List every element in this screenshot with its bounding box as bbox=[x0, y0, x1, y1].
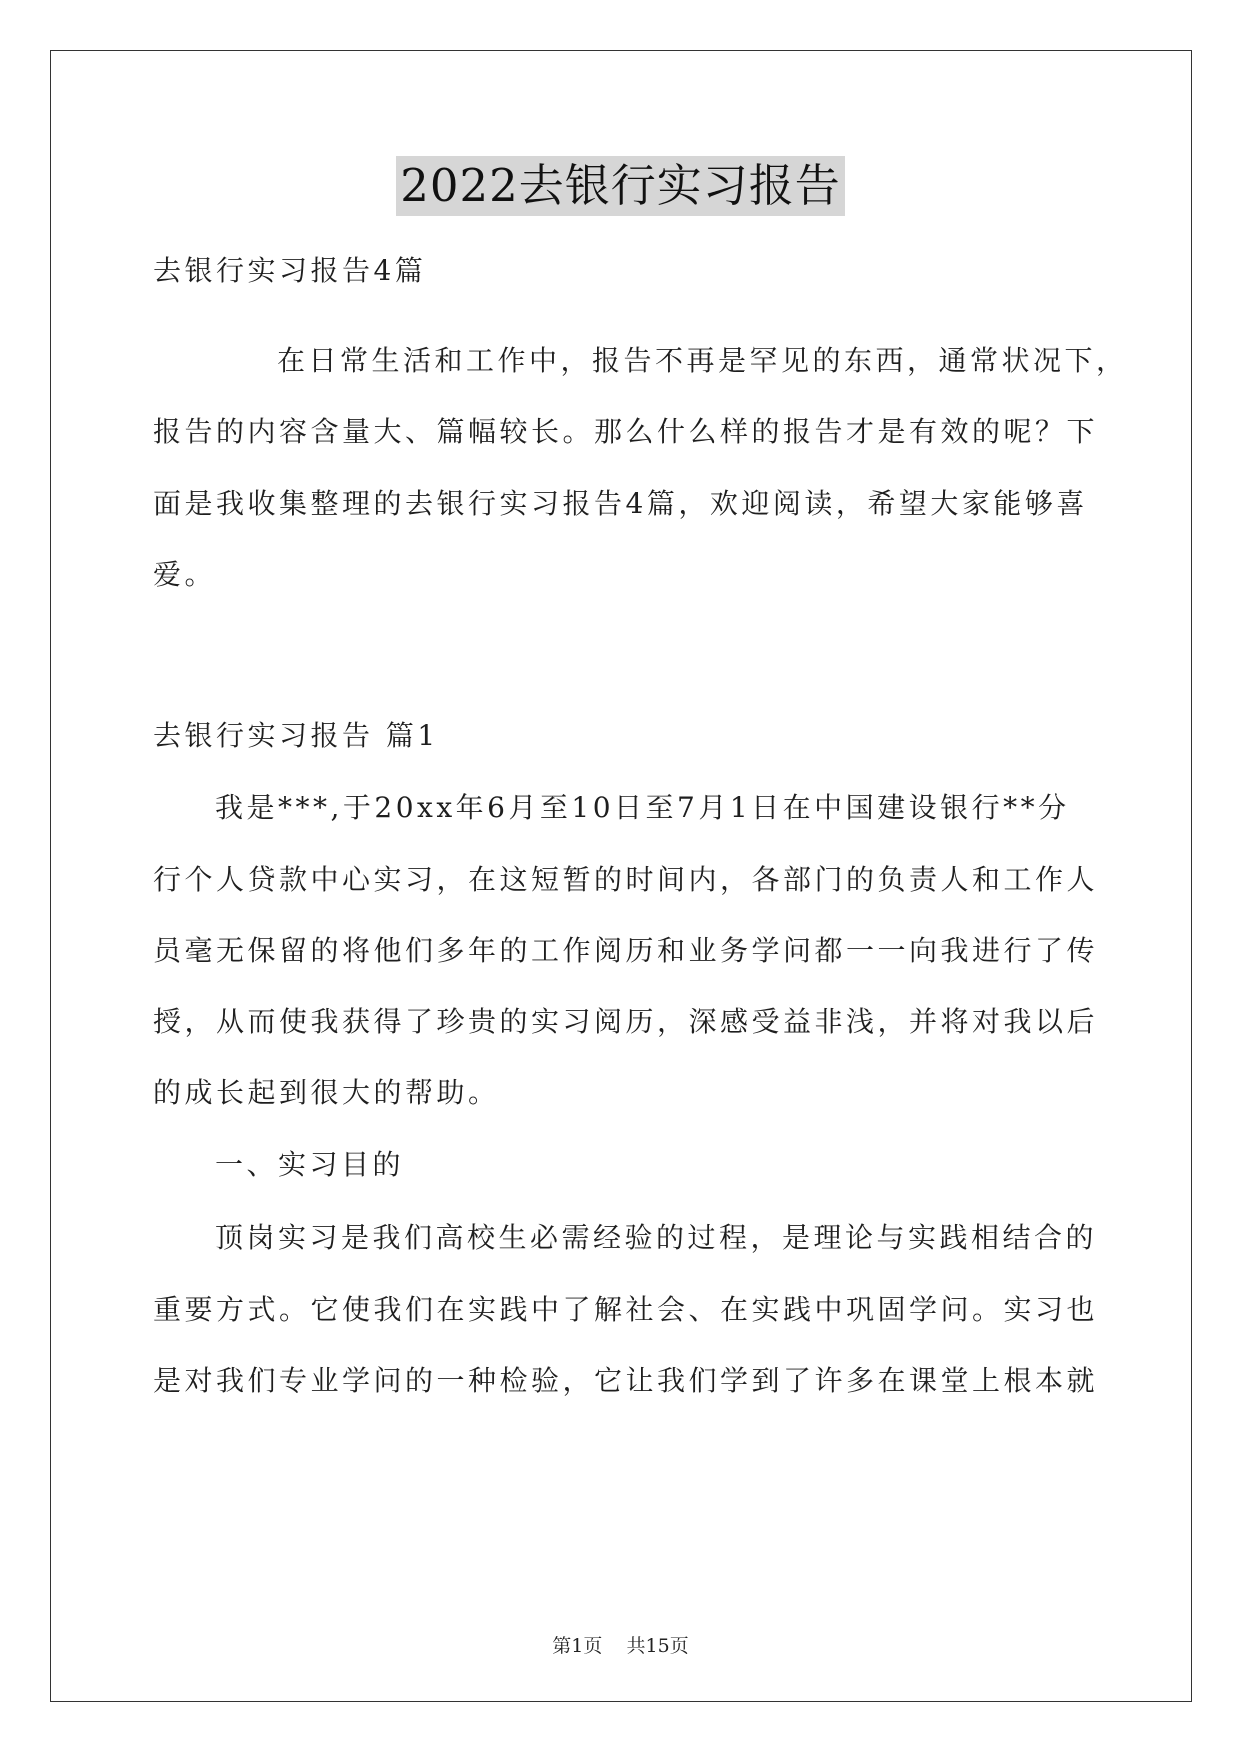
intro-line-3: 面是我收集整理的去银行实习报告4篇，欢迎阅读，希望大家能够喜 bbox=[153, 487, 1088, 520]
document-title: 2022去银行实习报告 bbox=[396, 156, 845, 216]
subtitle: 去银行实习报告4篇 bbox=[153, 254, 427, 287]
page-total: 共15页 bbox=[626, 1635, 689, 1657]
title-container bbox=[0, 156, 1241, 216]
para1-line-2: 行个人贷款中心实习，在这短暂的时间内，各部门的负责人和工作人 bbox=[153, 863, 1099, 896]
sub-heading: 一、实习目的 bbox=[215, 1148, 405, 1181]
intro-line-1: 在日常生活和工作中，报告不再是罕见的东西，通常状况下， bbox=[277, 344, 1128, 377]
page-footer bbox=[0, 1632, 1241, 1660]
para1-line-4: 授，从而使我获得了珍贵的实习阅历，深感受益非浅，并将对我以后 bbox=[153, 1005, 1099, 1038]
para1-line-1: 我是***,于20xx年6月至10日至7月1日在中国建设银行**分 bbox=[215, 791, 1070, 824]
page-number: 第1页 bbox=[552, 1635, 603, 1657]
para2-line-3: 是对我们专业学问的一种检验，它让我们学到了许多在课堂上根本就 bbox=[153, 1364, 1099, 1397]
intro-line-4: 爱。 bbox=[153, 558, 217, 591]
section-heading: 去银行实习报告 篇1 bbox=[153, 719, 439, 752]
para2-line-2: 重要方式。它使我们在实践中了解社会、在实践中巩固学问。实习也 bbox=[153, 1293, 1099, 1326]
intro-line-2: 报告的内容含量大、篇幅较长。那么什么样的报告才是有效的呢？下 bbox=[153, 415, 1099, 448]
para1-line-3: 员毫无保留的将他们多年的工作阅历和业务学问都一一向我进行了传 bbox=[153, 934, 1099, 967]
para1-line-5: 的成长起到很大的帮助。 bbox=[153, 1076, 500, 1109]
para2-line-1: 顶岗实习是我们高校生必需经验的过程，是理论与实践相结合的 bbox=[215, 1221, 1098, 1254]
